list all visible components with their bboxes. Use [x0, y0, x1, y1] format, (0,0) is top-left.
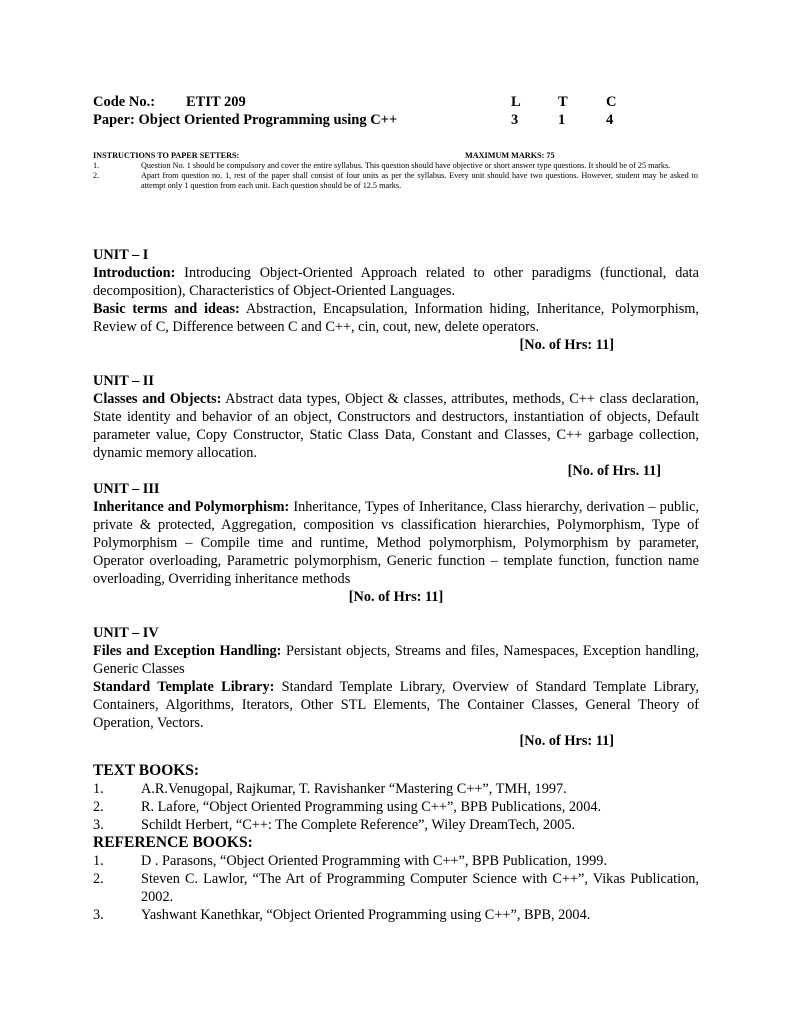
topic-heading: Basic terms and ideas: — [93, 301, 240, 317]
book-number: 1. — [93, 853, 104, 869]
syllabus-body — [93, 246, 699, 924]
book-item — [93, 870, 699, 906]
unit-title: UNIT – IV — [93, 625, 159, 641]
unit-paragraph — [93, 390, 699, 462]
unit-paragraph — [93, 642, 699, 678]
val-l: 3 — [511, 112, 519, 128]
unit-1 — [93, 246, 699, 354]
instructions-heading-row — [93, 151, 698, 161]
book-item — [93, 852, 699, 870]
topic-text: Inheritance, Types of Inheritance, Class hierarchy, derivation – public, private & protected, Aggregation, composition vs classification hierarchies, Polymorphism, Type of Polymorphism – Compile time and runtime, Method polymorphism, Polymorphism by parameter, Operator overloading, Parametric polymorphism, Generic function – template function, function name overloading, Overriding inheritance methods — [93, 499, 699, 587]
topic-text: Standard Template Library, Overview of Standard Template Library, Containers, Algorithms, Iterators, Other STL Elements, The Container Classes, General Theory of Operation, Vectors. — [93, 679, 699, 731]
book-item — [93, 816, 699, 834]
maximum-marks: MAXIMUM MARKS: 75 — [465, 151, 555, 160]
unit-hours: [No. of Hrs: 11] — [519, 337, 614, 353]
topic-text: Abstract data types, Object & classes, attributes, methods, C++ class declaration, State identity and behavior of an object, Constructors and destructors, instantiation of objects, Default parameter value, Copy Constructor, Static Class Data, Constant and Classes, C++ garbage collection, dynamic memory allocation. — [93, 391, 700, 461]
book-text: Yashwant Kanethkar, “Object Oriented Programming using C++”, BPB, 2004. — [141, 907, 591, 923]
topic-heading: Standard Template Library: — [93, 679, 275, 695]
code-value: ETIT 209 — [186, 94, 246, 110]
book-number: 3. — [93, 907, 104, 923]
topic-heading: Introduction: — [93, 265, 176, 281]
instructions-block — [93, 151, 698, 191]
instruction-item — [93, 171, 698, 191]
book-text: Steven C. Lawlor, “The Art of Programming Computer Science with C++”, Vikas Publication, 2002. — [141, 871, 699, 905]
code-row — [93, 93, 633, 111]
book-text: Schildt Herbert, “C++: The Complete Reference”, Wiley DreamTech, 2005. — [141, 817, 576, 833]
unit-title: UNIT – I — [93, 247, 149, 263]
unit-paragraph — [93, 300, 699, 336]
val-t: 1 — [558, 112, 566, 128]
book-number: 3. — [93, 817, 104, 833]
unit-hours: [No. of Hrs. 11] — [567, 463, 661, 479]
book-item — [93, 906, 699, 924]
book-text: R. Lafore, “Object Oriented Programming using C++”, BPB Publications, 2004. — [141, 799, 602, 815]
instruction-number: 1. — [93, 161, 100, 170]
text-books — [93, 762, 699, 834]
code-label: Code No.: — [93, 94, 156, 110]
unit-2 — [93, 372, 699, 480]
unit-title: UNIT – III — [93, 481, 160, 497]
unit-hours: [No. of Hrs: 11] — [348, 589, 444, 605]
paper-title: Paper: Object Oriented Programming using C++ — [93, 112, 398, 128]
topic-heading: Inheritance and Polymorphism: — [93, 499, 290, 515]
book-item — [93, 798, 699, 816]
instruction-text: Apart from question no. 1, rest of the paper shall consist of four units as per the syllabus. Every unit should have two questions. However, student may be asked to attempt only 1 question from each unit. Each question should be of 12.5 marks. — [141, 171, 698, 190]
topic-text: Introducing Object-Oriented Approach related to other paradigms (functional, data decomposition), Characteristics of Object-Oriented Languages. — [93, 265, 699, 299]
text-books-heading: TEXT BOOKS: — [93, 762, 200, 779]
col-c: C — [606, 94, 617, 110]
topic-heading: Files and Exception Handling: — [93, 643, 282, 659]
instruction-item — [93, 161, 698, 171]
course-header — [93, 93, 633, 129]
val-c: 4 — [606, 112, 614, 128]
unit-paragraph — [93, 498, 699, 588]
book-text: D . Parasons, “Object Oriented Programming with C++”, BPB Publication, 1999. — [141, 853, 608, 869]
unit-hours: [No. of Hrs: 11] — [519, 733, 614, 749]
book-number: 2. — [93, 799, 104, 815]
reference-books-heading: REFERENCE BOOKS: — [93, 834, 253, 851]
book-item — [93, 780, 699, 798]
book-text: A.R.Venugopal, Rajkumar, T. Ravishanker “Mastering C++”, TMH, 1997. — [141, 781, 567, 797]
unit-4 — [93, 624, 699, 750]
instructions-heading: INSTRUCTIONS TO PAPER SETTERS: — [93, 151, 240, 160]
topic-text: Abstraction, Encapsulation, Information hiding, Inheritance, Polymorphism, Review of C, Difference between C and C++, cin, cout, new, delete operators. — [93, 301, 699, 335]
book-number: 2. — [93, 871, 104, 887]
book-number: 1. — [93, 781, 104, 797]
unit-paragraph — [93, 264, 699, 300]
col-t: T — [558, 94, 568, 110]
instruction-number: 2. — [93, 171, 100, 180]
paper-row — [93, 111, 633, 129]
unit-title: UNIT – II — [93, 373, 154, 389]
unit-3 — [93, 480, 699, 606]
unit-paragraph — [93, 678, 699, 732]
topic-text: Persistant objects, Streams and files, Namespaces, Exception handling, Generic Classes — [93, 643, 699, 677]
reference-books — [93, 834, 699, 924]
instruction-text: Question No. 1 should be compulsory and cover the entire syllabus. This question should have objective or short answer type questions. It should be of 25 marks. — [141, 161, 671, 170]
topic-heading: Classes and Objects: — [93, 391, 222, 407]
col-l: L — [511, 94, 521, 110]
